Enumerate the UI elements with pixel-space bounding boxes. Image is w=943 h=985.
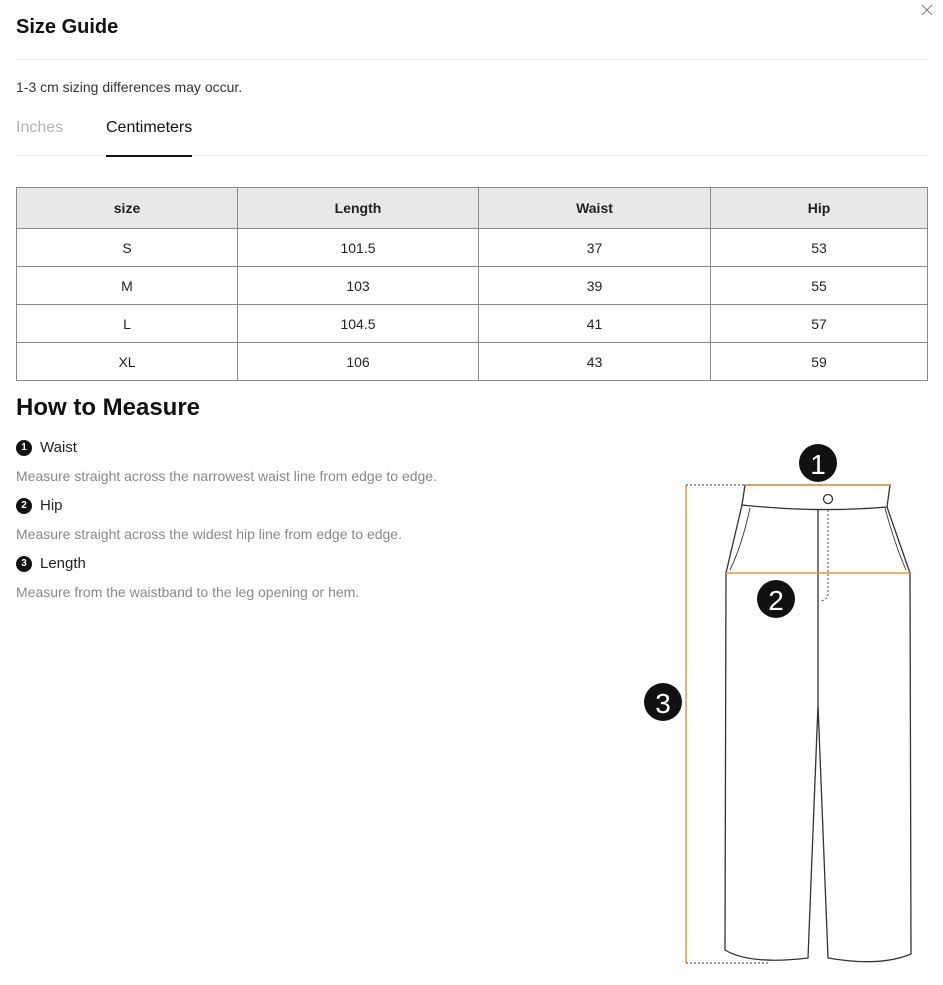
- pants-measurement-diagram: [630, 430, 930, 975]
- header-length: Length: [238, 188, 479, 229]
- measure-item-length: [16, 555, 86, 572]
- number-badge: 1: [16, 440, 32, 456]
- table-row: [17, 267, 928, 305]
- tab-centimeters[interactable]: Centimeters: [106, 119, 192, 157]
- cell-waist: 41: [479, 305, 711, 343]
- how-to-measure-title: How to Measure: [16, 394, 201, 421]
- cell-hip: 57: [711, 305, 928, 343]
- table-row: [17, 305, 928, 343]
- close-button[interactable]: [919, 2, 935, 18]
- measure-name: Hip: [40, 497, 63, 514]
- header-size: size: [17, 188, 238, 229]
- callout-1: [799, 444, 837, 482]
- header-hip: Hip: [711, 188, 928, 229]
- page-title: Size Guide: [16, 16, 119, 38]
- callout-label-3: 3: [655, 688, 671, 719]
- cell-hip: 53: [711, 229, 928, 267]
- cell-length: 106: [238, 343, 479, 381]
- cell-waist: 37: [479, 229, 711, 267]
- callout-2: [757, 580, 795, 618]
- cell-length: 103: [238, 267, 479, 305]
- header-divider: [16, 59, 928, 60]
- cell-length: 104.5: [238, 305, 479, 343]
- cell-size: L: [17, 305, 238, 343]
- button-icon: [824, 495, 833, 504]
- sizing-note: 1-3 cm sizing differences may occur.: [16, 79, 243, 95]
- close-icon: [921, 4, 933, 16]
- measure-description: Measure straight across the widest hip line from edge to edge.: [16, 526, 402, 542]
- number-badge: 2: [16, 498, 32, 514]
- cell-size: M: [17, 267, 238, 305]
- cell-size: XL: [17, 343, 238, 381]
- header-waist: Waist: [479, 188, 711, 229]
- unit-tabs: [16, 116, 928, 156]
- measure-description: Measure from the waistband to the leg opening or hem.: [16, 584, 360, 600]
- cell-hip: 55: [711, 267, 928, 305]
- callout-3: [644, 683, 682, 721]
- table-row: [17, 229, 928, 267]
- waistband-outline: [742, 485, 890, 510]
- measure-description: Measure straight across the narrowest waist line from edge to edge.: [16, 468, 437, 484]
- measure-item-waist: [16, 439, 77, 456]
- measure-item-hip: [16, 497, 63, 514]
- cell-size: S: [17, 229, 238, 267]
- number-badge: 3: [16, 556, 32, 572]
- measure-name: Length: [40, 555, 86, 572]
- cell-waist: 43: [479, 343, 711, 381]
- cell-length: 101.5: [238, 229, 479, 267]
- cell-hip: 59: [711, 343, 928, 381]
- size-table: [16, 187, 928, 381]
- measure-name: Waist: [40, 439, 77, 456]
- tab-inches[interactable]: Inches: [16, 119, 64, 136]
- cell-waist: 39: [479, 267, 711, 305]
- callout-label-2: 2: [768, 585, 784, 616]
- table-row: [17, 343, 928, 381]
- table-header-row: [17, 188, 928, 229]
- callout-label-1: 1: [810, 449, 826, 480]
